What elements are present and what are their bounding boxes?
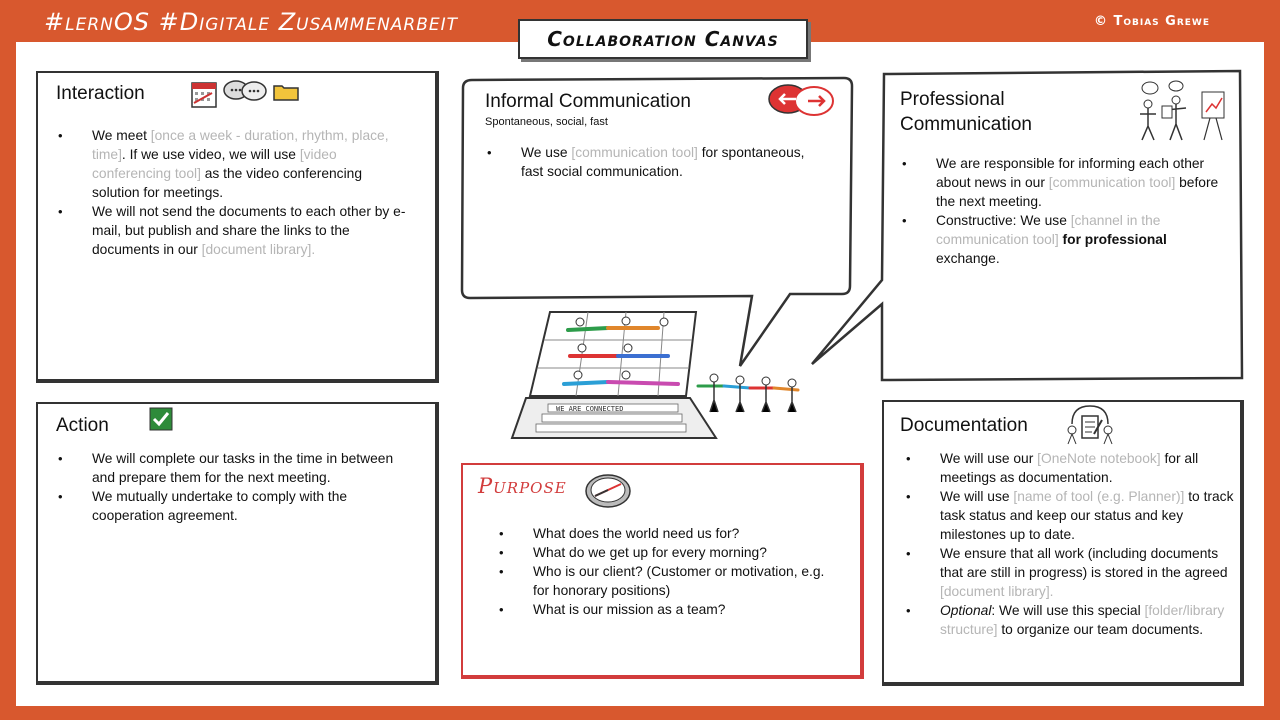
placeholder-text: [document library].	[940, 584, 1054, 599]
list-item	[936, 154, 1226, 211]
placeholder-text: [name of tool (e.g. Planner)]	[1013, 489, 1185, 504]
italic-text: Optional	[940, 603, 992, 618]
item-text: We are responsible for informing each other about news in our	[936, 156, 1205, 190]
chat-bubbles-icon	[222, 79, 268, 105]
list-item	[533, 524, 833, 543]
list-item	[92, 126, 408, 202]
item-text: What does the world need us for?	[533, 526, 740, 541]
canvas-title: Collaboration Canvas	[518, 19, 808, 59]
documentation-list	[904, 449, 1240, 639]
item-text: We use	[521, 145, 572, 160]
calendar-icon	[190, 79, 218, 109]
list-item	[521, 143, 821, 181]
list-item	[92, 487, 412, 525]
header-copyright: © Tobias Grewe	[1093, 14, 1210, 29]
informal-list	[485, 143, 821, 181]
list-item	[533, 543, 833, 562]
placeholder-text: [folder/library structure]	[940, 603, 1225, 637]
item-text: exchange.	[936, 251, 1000, 266]
interaction-title: Interaction	[56, 83, 145, 104]
header-hashtags: #lernOS #Digitale Zusammenarbeit	[44, 8, 459, 36]
item-text: We mutually undertake to comply with the cooperation agreement.	[92, 489, 348, 523]
informal-title: Informal Communication	[485, 91, 691, 112]
folder-icon	[272, 82, 300, 102]
list-item	[533, 600, 833, 619]
interaction-list	[56, 126, 408, 259]
bold-text: for professional	[1062, 232, 1167, 247]
documentation-title: Documentation	[900, 415, 1028, 436]
list-item	[533, 562, 833, 600]
placeholder-text: [communication tool]	[571, 145, 698, 160]
checkmark-icon	[149, 407, 173, 431]
item-text: for all meetings as documentation.	[940, 451, 1199, 485]
placeholder-text: [communication tool]	[1048, 175, 1176, 190]
action-box	[36, 402, 439, 685]
item-text: before the next meeting.	[936, 175, 1219, 209]
item-text: What is our mission as a team?	[533, 602, 726, 617]
placeholder-text: [OneNote notebook]	[1037, 451, 1161, 466]
list-item	[92, 449, 412, 487]
item-text: for spontaneous, fast social communication.	[521, 145, 805, 179]
purpose-title: Purpose	[478, 474, 567, 498]
list-item	[940, 544, 1240, 601]
documentation-icon	[1064, 402, 1116, 448]
list-item	[940, 449, 1240, 487]
item-text: Constructive: We use	[936, 213, 1071, 228]
professional-list	[900, 154, 1226, 268]
list-item	[940, 601, 1240, 639]
item-text: We will use	[940, 489, 1014, 504]
professional-title: Professional Communication	[900, 89, 1032, 135]
item-text: We will use our	[940, 451, 1038, 466]
item-text: We will not send the documents to each other by e-mail, but publish and share the links to the documents in our	[92, 204, 406, 257]
item-text: We meet	[92, 128, 151, 143]
purpose-list	[497, 524, 833, 619]
list-item	[92, 202, 408, 259]
item-text: as the video conferencing solution for meetings.	[92, 166, 362, 200]
item-text: to track task status and keep our status and key milestones up to date.	[940, 489, 1234, 542]
people-chain-illustration	[694, 372, 806, 414]
item-text: : We will use this special	[991, 603, 1145, 618]
action-list	[56, 449, 412, 525]
item-text: Who is our client? (Customer or motivation, e.g. for honorary positions)	[533, 564, 825, 598]
item-text: . If we use video, we will use	[121, 147, 300, 162]
placeholder-text: [channel in the communication tool]	[936, 213, 1161, 247]
informal-subtitle: Spontaneous, social, fast	[485, 116, 608, 128]
item-text: What do we get up for every morning?	[533, 545, 767, 560]
item-text: to organize our team documents.	[997, 622, 1204, 637]
compass-icon	[583, 472, 633, 510]
people-presentation-icon	[1132, 78, 1230, 144]
keyboard-text: WE ARE CONNECTED	[556, 405, 624, 413]
item-text: We will complete our tasks in the time in between and prepare them for the next meeting.	[92, 451, 394, 485]
action-title: Action	[56, 415, 109, 436]
placeholder-text: [document library].	[201, 242, 316, 257]
placeholder-text: [video conferencing tool]	[92, 147, 337, 181]
item-text: We ensure that all work (including documents that are still in progress) is stored in the agreed	[940, 546, 1228, 580]
list-item	[940, 487, 1240, 544]
placeholder-text: [once a week - duration, rhythm, place, time]	[92, 128, 389, 162]
list-item	[936, 211, 1226, 268]
